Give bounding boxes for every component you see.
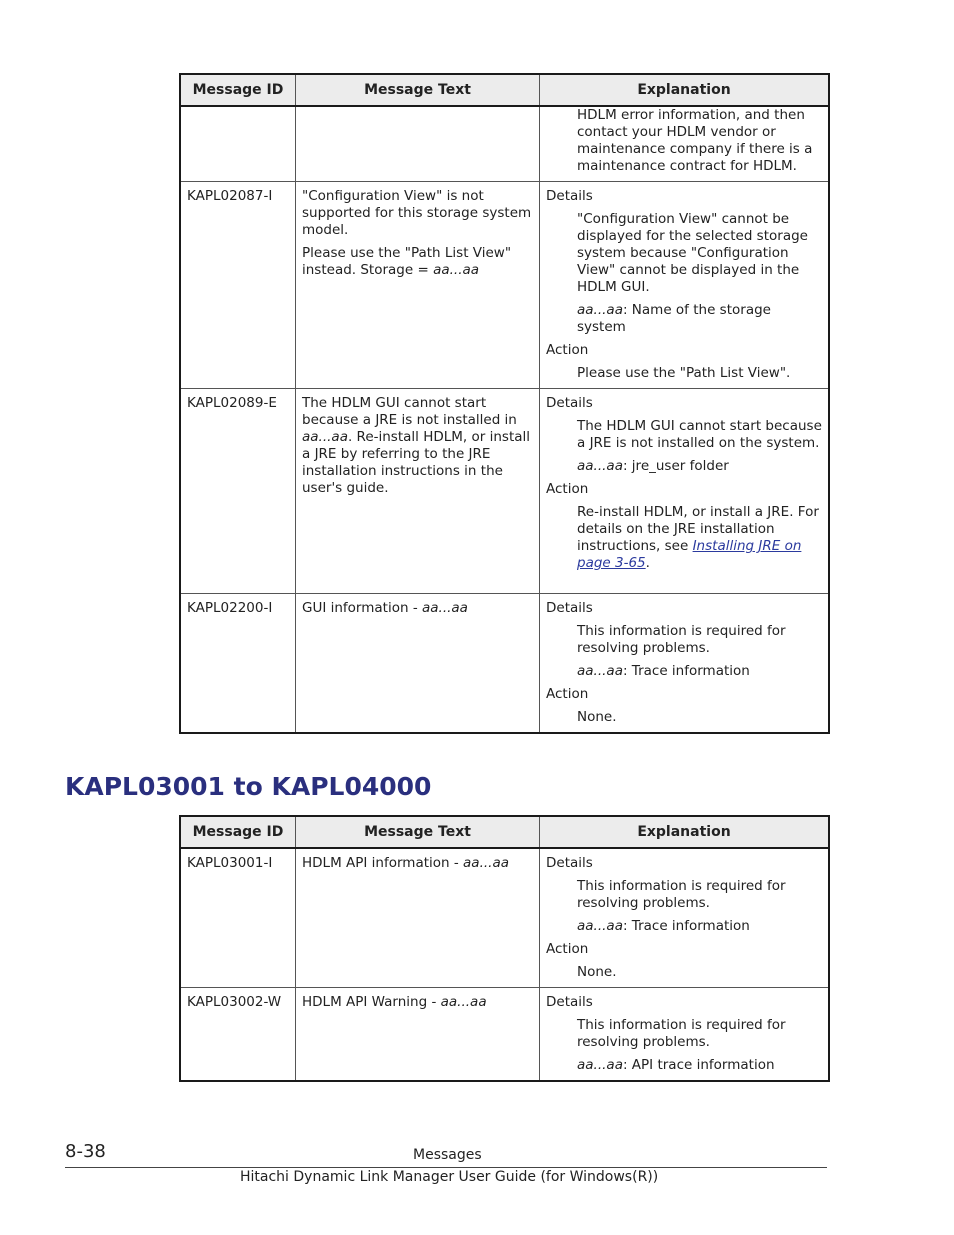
message-id-cell: KAPL02087-I — [180, 182, 296, 389]
details-text: "Configuration View" cannot be displayed for the selected storage system because "Configuration View" cannot be displayed in the HDLM GUI. — [577, 211, 808, 295]
action-text: None. — [577, 964, 617, 980]
message-text — [302, 855, 534, 872]
text-prefix: GUI information - — [302, 600, 422, 616]
explanation-cell — [540, 594, 830, 734]
message-text-cell — [296, 389, 540, 594]
variable: aa...aa — [302, 429, 348, 445]
footer-book-title: Hitachi Dynamic Link Manager User Guide (for Windows(R)) — [240, 1169, 659, 1185]
details-label: Details — [546, 994, 593, 1010]
message-id-cell: KAPL03001-I — [187, 855, 273, 871]
explanation-cell — [540, 389, 830, 594]
variable: aa...aa — [577, 663, 623, 679]
variable-description — [546, 302, 823, 336]
variable-description — [546, 918, 823, 935]
table-row — [180, 988, 829, 1082]
text-prefix: Please use the "Path List View" instead. Storage = — [302, 245, 512, 278]
page-number: 8-38 — [65, 1141, 106, 1162]
message-id-cell — [180, 106, 296, 182]
table-row — [180, 594, 829, 734]
text-prefix: The HDLM GUI cannot start because a JRE is not installed in — [302, 395, 517, 428]
action-label: Action — [546, 686, 589, 702]
message-id-cell: KAPL03002-W — [180, 988, 296, 1082]
message-text-cell — [296, 594, 540, 734]
variable: aa...aa — [577, 1057, 623, 1073]
text-suffix: . Re-install HDLM, or install a JRE by referring to the JRE installation instructions in the user's guide. — [302, 429, 531, 496]
header-message-id: Message ID — [180, 74, 296, 106]
message-text — [302, 600, 534, 617]
variable-description — [546, 1057, 823, 1074]
explanation-text: HDLM error information, and then contact your HDLM vendor or maintenance company if there is a maintenance contract for HDLM. — [577, 107, 813, 174]
variable: aa...aa — [433, 262, 480, 278]
action-suffix: . — [645, 555, 650, 571]
footer-rule — [65, 1167, 827, 1168]
details-label: Details — [546, 395, 593, 411]
header-explanation: Explanation — [540, 816, 830, 848]
installing-jre-link[interactable]: Installing JRE on page 3-65 — [577, 538, 802, 571]
details-label: Details — [546, 188, 593, 204]
variable: aa...aa — [463, 855, 509, 871]
table-row — [180, 106, 829, 182]
messages-table-2 — [179, 815, 830, 1082]
message-text — [302, 395, 534, 497]
action-label: Action — [546, 481, 589, 497]
variable: aa...aa — [577, 458, 623, 474]
header-message-text: Message Text — [296, 74, 540, 106]
table-row — [180, 848, 829, 988]
table-header-row — [180, 816, 829, 848]
action-text: None. — [577, 709, 617, 725]
variable-meaning: : Name of the storage system — [577, 302, 771, 335]
message-text-cell — [296, 106, 540, 182]
variable-meaning: : jre_user folder — [622, 458, 729, 474]
details-text: This information is required for resolving problems. — [577, 878, 786, 911]
details-text: This information is required for resolving problems. — [577, 1017, 786, 1050]
variable: aa...aa — [577, 302, 623, 318]
messages-table-1 — [179, 73, 830, 734]
table-header-row — [180, 74, 829, 106]
message-text: "Configuration View" is not supported for this storage system model. — [302, 188, 532, 238]
message-id-cell: KAPL02089-E — [180, 389, 296, 594]
action-prefix: Re-install HDLM, or install a JRE. For details on the JRE installation instructions, see — [577, 504, 819, 554]
action-text — [546, 504, 823, 572]
table-row — [180, 389, 829, 594]
details-text: This information is required for resolving problems. — [577, 623, 786, 656]
variable: aa...aa — [421, 600, 468, 616]
action-label: Action — [546, 342, 589, 358]
explanation-cell — [540, 106, 830, 182]
explanation-cell — [540, 848, 830, 988]
message-text-cell — [296, 182, 540, 389]
message-text-cell — [296, 848, 540, 988]
explanation-cell — [540, 182, 830, 389]
details-label: Details — [546, 600, 593, 616]
message-id-cell: KAPL02200-I — [180, 594, 296, 734]
action-text: Please use the "Path List View". — [577, 365, 791, 381]
footer-section: Messages — [413, 1147, 482, 1163]
variable-meaning: : API trace information — [622, 1057, 775, 1073]
variable: aa...aa — [440, 994, 487, 1010]
message-text — [302, 994, 534, 1011]
header-message-text: Message Text — [296, 816, 540, 848]
table-row — [180, 182, 829, 389]
variable-meaning: : Trace information — [622, 918, 750, 934]
section-heading: KAPL03001 to KAPL04000 — [65, 772, 432, 801]
variable-meaning: : Trace information — [622, 663, 750, 679]
header-message-id: Message ID — [180, 816, 296, 848]
details-text: The HDLM GUI cannot start because a JRE is not installed on the system. — [577, 418, 822, 451]
details-label: Details — [546, 855, 593, 871]
header-explanation: Explanation — [540, 74, 830, 106]
explanation-cell — [540, 988, 830, 1082]
variable-description — [546, 458, 823, 475]
message-text — [302, 245, 534, 279]
variable: aa...aa — [577, 918, 623, 934]
text-prefix: HDLM API Warning - — [302, 994, 441, 1010]
message-text-cell — [296, 988, 540, 1082]
variable-description — [546, 663, 823, 680]
text-prefix: HDLM API information - — [302, 855, 464, 871]
action-label: Action — [546, 941, 589, 957]
